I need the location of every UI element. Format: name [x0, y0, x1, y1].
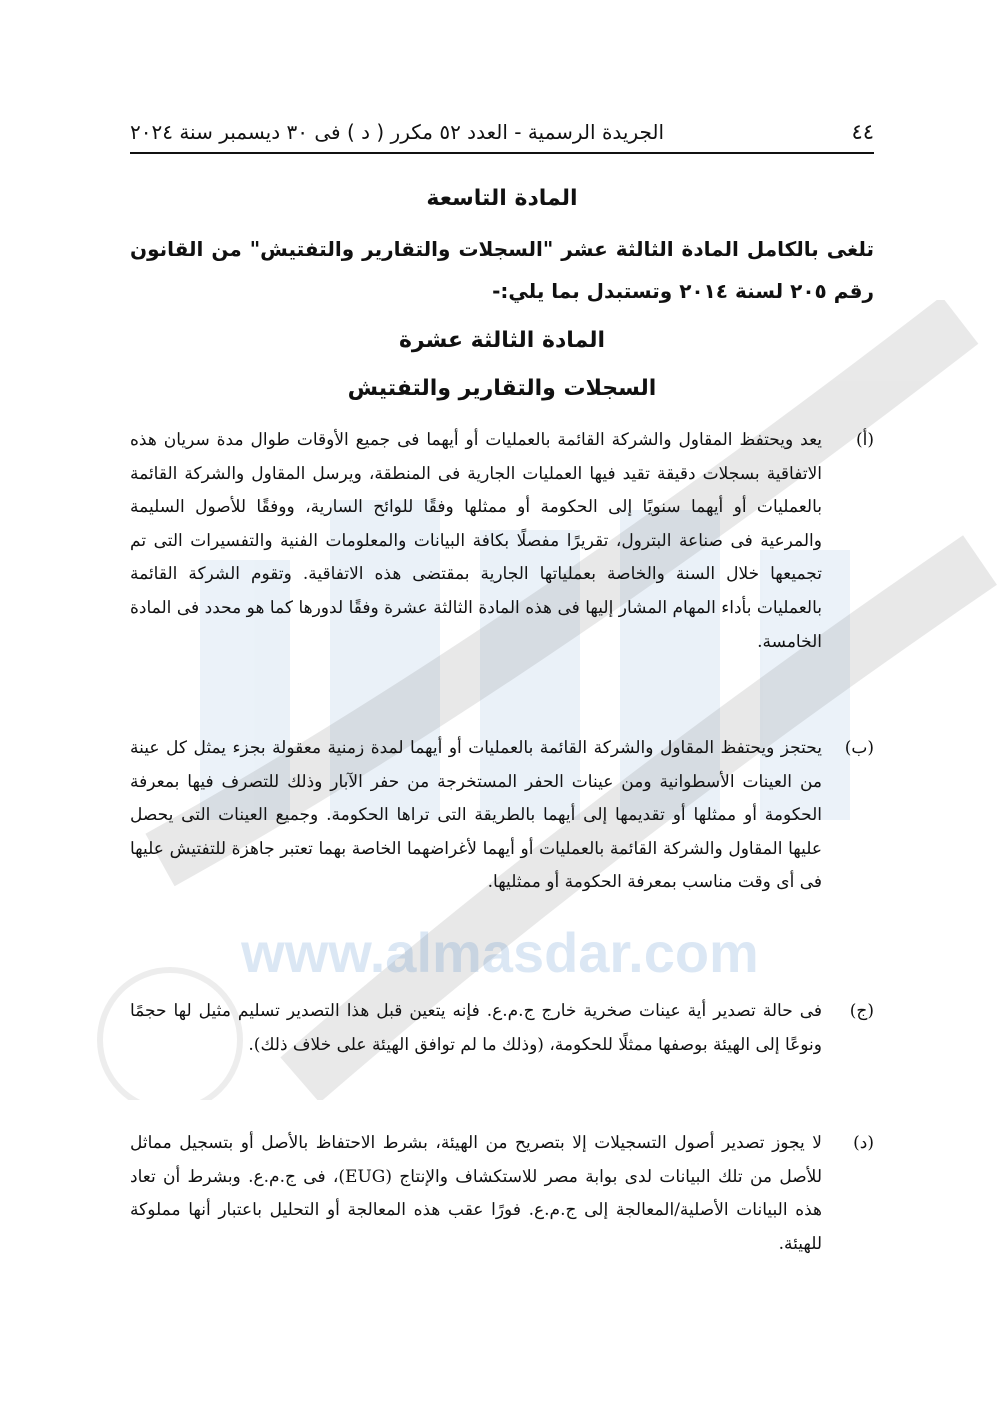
page-header [130, 112, 874, 154]
page-number: ٤٤ [851, 120, 874, 144]
clause-text: يعد ويحتفظ المقاول والشركة القائمة بالعمليات أو أيهما فى جميع الأوقات طوال مدة سريان هذه الاتفاقية بسجلات دقيقة تقيد فيها العمليات الجارية فى المنطقة، ويرسل المقاول والشركة القائمة بالعمليات أو أيهما سنويًا إلى الحكومة أو ممثلها وفقًا للوائح السارية، ووفقًا للأصول السليمة والمرعية فى صناعة البترول، تقريرًا مفصلًا بكافة البيانات والمعلومات الفنية والتفسيرات التى تم تجميعها خلال السنة والخاصة بعملياتها الجارية بمقتضى هذه الاتفاقية. وتقوم الشركة القائمة بالعمليات بأداء المهام المشار إليها فى هذه المادة الثالثة عشرة وفقًا لدورها كما هو محدد فى المادة الخامسة. [130, 430, 822, 652]
section-title: المادة الثالثة عشرة [398, 328, 606, 353]
clause-text: فى حالة تصدير أية عينات صخرية خارج ج.م.ع. فإنه يتعين قبل هذا التصدير تسليم مثيل لها حجمًا ونوعًا إلى الهيئة بوصفها ممثلًا للحكومة، (وذلك ما لم توافق الهيئة على خلاف ذلك). [130, 1001, 822, 1055]
clause-mark: (د) [853, 1133, 874, 1153]
article-title: المادة التاسعة [426, 186, 578, 211]
clause-mark: (ج) [849, 1001, 874, 1021]
clause-c [130, 995, 874, 1062]
clause-text: لا يجوز تصدير أصول التسجيلات إلا بتصريح من الهيئة، بشرط الاحتفاظ بالأصل أو بتسجيل مماثل للأصل من تلك البيانات لدى بوابة مصر للاستكشاف والإنتاج (EUG)، فى ج.م.ع. وبشرط أن تعاد هذه البيانات الأصلية/المعالجة إلى ج.م.ع. فورًا عقب هذه المعالجة أو التحليل باعتبار أنها مملوكة للهيئة. [130, 1133, 823, 1254]
clause-mark: (ب) [844, 738, 874, 758]
intro-paragraph: تلغى بالكامل المادة الثالثة عشر "السجلات والتقارير والتفتيش" من القانون رقم ٢٠٥ لسنة ٢٠١٤ وتستبدل بما يلي:- [130, 237, 874, 303]
watermark-url: www.almasdar.com [241, 921, 759, 984]
section-subtitle: السجلات والتقارير والتفتيش [347, 376, 657, 401]
clause-text: يحتجز ويحتفظ المقاول والشركة القائمة بالعمليات أو أيهما لمدة زمنية معقولة بجزء يمثل كل عينة من العينات الأسطوانية ومن عينات الحفر المستخرجة من حفر الآبار وذلك للتصرف فيها بمعرفة الحكومة أو ممثلها أو تقديمها إلى أيهما بالطريقة التى تراها الحكومة. وجميع العينات التى يحصل عليها المقاول والشركة القائمة بالعمليات أو أيهما لأغراضهما الخاصة بهما تعتبر جاهزة للتفتيش عليها فى أى وقت مناسب بمعرفة الحكومة أو ممثليها. [130, 738, 822, 893]
clause-b [130, 732, 874, 900]
clause-d [130, 1127, 874, 1261]
gazette-info: الجريدة الرسمية - العدد ٥٢ مكرر ( د ) فى ٣٠ ديسمبر سنة ٢٠٢٤ [130, 120, 665, 144]
clause-a [130, 424, 874, 659]
clause-mark: (أ) [856, 430, 874, 450]
